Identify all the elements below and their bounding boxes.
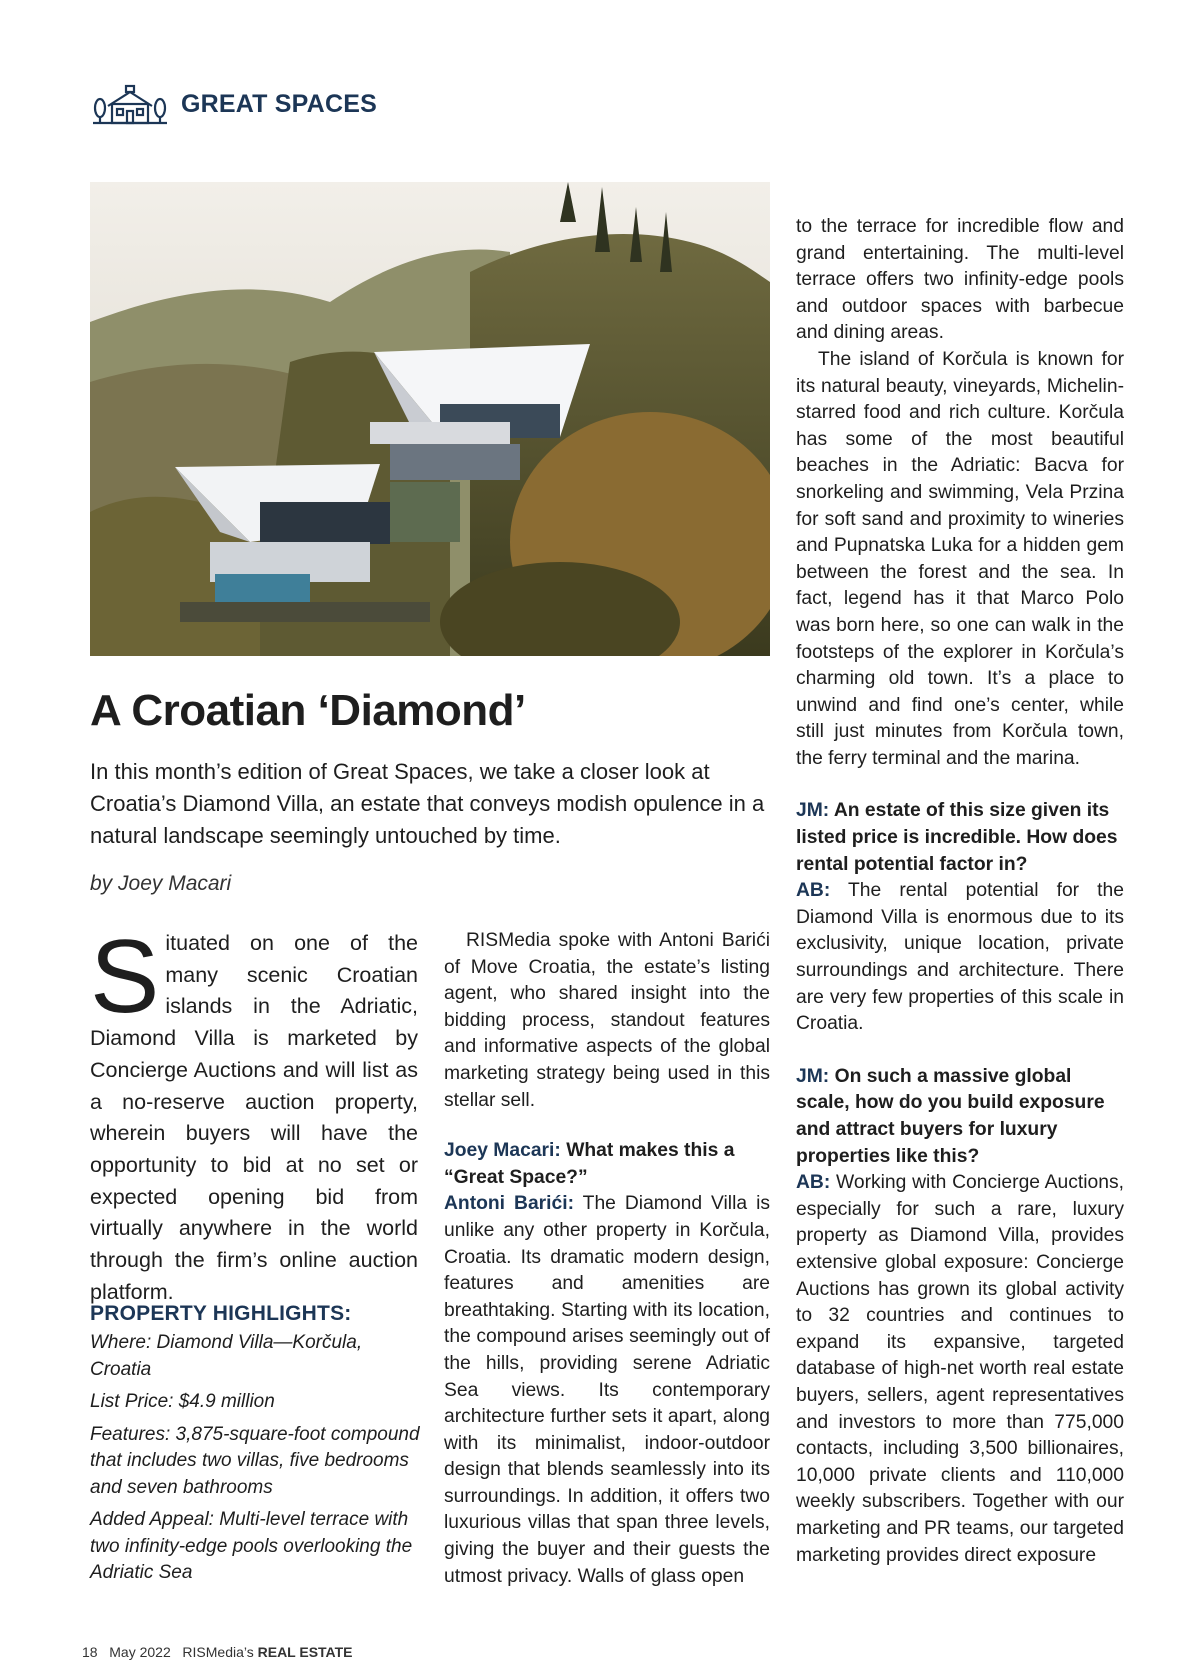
headline: A Croatian ‘Diamond’ bbox=[90, 686, 526, 735]
byline: by Joey Macari bbox=[90, 872, 232, 895]
house-trees-icon bbox=[91, 82, 169, 126]
speaker-label: AB: bbox=[796, 880, 831, 902]
highlight-item bbox=[90, 1330, 420, 1383]
page-footer bbox=[82, 1644, 353, 1660]
highlight-item bbox=[90, 1389, 420, 1416]
page-number: 18 bbox=[82, 1644, 98, 1660]
publication-title: REAL ESTATE bbox=[257, 1644, 353, 1660]
issue-date: May 2022 bbox=[109, 1644, 171, 1660]
property-highlights bbox=[90, 1302, 420, 1593]
drop-cap: S bbox=[90, 919, 160, 1035]
column-3 bbox=[796, 214, 1124, 1569]
section-label: GREAT SPACES bbox=[181, 89, 377, 118]
answer-text: The rental potential for the Diamond Villa is enormous due to its exclusivity, unique location, private surroundings and architecture. There are very few properties of this scale in Croatia. bbox=[796, 880, 1124, 1035]
lede-text: ituated on one of the many scenic Croatian islands in the Adriatic, Diamond Villa is marketed by Concierge Auctions and will list as a no-reserve auction property, wherein buyers will have the opportunity to bid at no set or expected opening bid from virtually anywhere in the world through the firm’s online auction platform. bbox=[90, 931, 418, 1304]
island-paragraph: The island of Korčula is known for its natural beauty, vineyards, Michelin-starred food and rich culture. Korčula has some of the most beautiful beaches in the Adriatic: Bacva for snorkeling and swimming, Vela Przina for soft sand and proximity to wineries and Pupnatska Luka for a hidden gem between the forest and the sea. In fact, legend has it that Marco Polo was born here, so one can walk in the footsteps of the explorer in Korčula’s charming old town. It’s a place to unwind and find one’s center, while still just minutes from Korčula town, the ferry terminal and the marina. bbox=[796, 348, 1124, 769]
question-text: An estate of this size given its listed price is incredible. How does rental potential factor in? bbox=[796, 800, 1118, 875]
continued-paragraph: to the terrace for incredible flow and grand entertaining. The multi-level terrace offers two infinity-edge pools and outdoor spaces with barbecue and dining areas. bbox=[796, 216, 1124, 344]
highlight-key: Added Appeal: bbox=[90, 1509, 214, 1530]
highlight-key: List Price: bbox=[90, 1391, 174, 1412]
question-3 bbox=[796, 1064, 1124, 1170]
question-2 bbox=[796, 798, 1124, 878]
highlight-key: Where: bbox=[90, 1332, 152, 1353]
highlight-item bbox=[90, 1507, 420, 1587]
highlight-item bbox=[90, 1422, 420, 1502]
publication-name: RISMedia’s bbox=[182, 1644, 254, 1660]
question-text: What makes this a “Great Space?” bbox=[444, 1140, 735, 1188]
answer-3 bbox=[796, 1170, 1124, 1569]
highlight-value: Diamond Villa—Korčula, Croatia bbox=[90, 1332, 363, 1380]
highlight-key: Features: bbox=[90, 1423, 171, 1445]
question-text: On such a massive global scale, how do you build exposure and attract buyers for luxury properties like this? bbox=[796, 1065, 1105, 1167]
highlights-title: PROPERTY HIGHLIGHTS: bbox=[90, 1302, 352, 1325]
answer-text: The Diamond Villa is unlike any other property in Korčula, Croatia. Its dramatic modern design, features and amenities are breathtaking. Starting with its location, the compound arises seemingly out of the hills, providing serene Adriatic Sea views. Its contemporary architecture further sets it apart, along with its minimalist, indoor-outdoor design that blends seamlessly into its surroundings. In addition, it offers two luxurious villas that span three levels, giving the buyer and their guests the utmost privacy. Walls of glass open bbox=[444, 1193, 771, 1587]
highlight-value: $4.9 million bbox=[178, 1391, 275, 1412]
highlight-value: Multi-level terrace with two infinity-edge pools overlooking the Adriatic Sea bbox=[90, 1509, 413, 1583]
intro-paragraph: RISMedia spoke with Antoni Barići of Move Croatia, the estate’s listing agent, who shared insight into the bidding process, standout features and informative aspects of the global marketing strategy being used in this stellar sell. bbox=[444, 930, 770, 1111]
speaker-label: JM: bbox=[796, 1065, 830, 1087]
answer-1 bbox=[444, 1191, 770, 1590]
answer-text: Working with Concierge Auctions, especially for such a rare, luxury property as Diamond Villa, provides extensive global exposure: Concierge Auctions has grown its global activity to 32 countries and continues to expand its expansive, targeted database of high-net worth real estate buyers, sellers, agent representatives and investors to more than 775,000 contacts, including 3,500 billionaires, 10,000 private clients and 110,000 weekly subscribers. Together with our marketing and PR teams, our targeted marketing provides direct exposure bbox=[796, 1172, 1124, 1566]
hero-photo bbox=[90, 182, 770, 656]
deck: In this month’s edition of Great Spaces, we take a closer look at Croatia’s Diamond Villa, an estate that conveys modish opulence in a natural landscape seemingly untouched by time. bbox=[90, 759, 765, 848]
column-2 bbox=[444, 928, 770, 1590]
highlight-value: 3,875-square-foot compound that includes two villas, five bedrooms and seven bathrooms bbox=[90, 1423, 420, 1498]
question-1 bbox=[444, 1138, 770, 1191]
section-tag bbox=[91, 82, 377, 126]
lede-paragraph bbox=[90, 919, 418, 1308]
speaker-label: JM: bbox=[796, 800, 830, 822]
speaker-label: Joey Macari: bbox=[444, 1140, 561, 1162]
speaker-label: AB: bbox=[796, 1172, 831, 1194]
speaker-label: Antoni Barići: bbox=[444, 1193, 575, 1215]
answer-2 bbox=[796, 878, 1124, 1038]
